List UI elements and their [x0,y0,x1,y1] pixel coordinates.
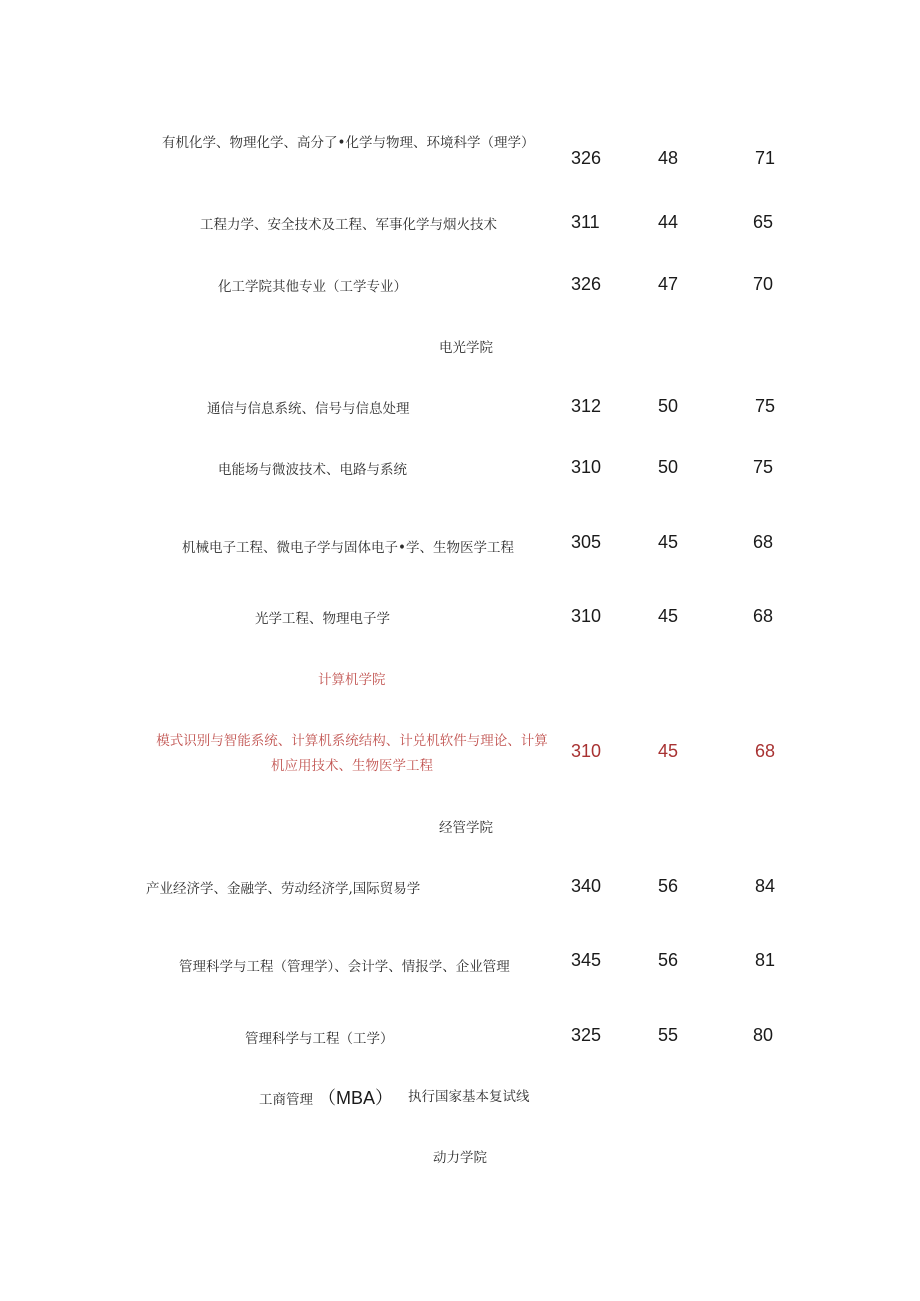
subject1-score: 56 [658,876,679,896]
subject2-score: 68 [753,532,774,552]
subject1-score: 47 [658,274,679,294]
department-heading: 动力学院 [433,1150,487,1166]
total-score: 311 [571,212,600,232]
major-name-line: 机应用技术、生物医学工程 [271,758,433,774]
subject2-score: 81 [755,950,776,970]
subject2-score: 68 [755,741,776,761]
subject2-score: 71 [755,148,776,168]
subject1-score: 55 [658,1025,679,1045]
subject2-score: 75 [755,396,776,416]
mba-label: 工商管理 [259,1092,313,1108]
department-heading: 经管学院 [439,820,493,836]
major-name: 通信与信息系统、信号与信息处理 [207,401,410,417]
major-name: 管理科学与工程（工学） [245,1031,394,1047]
subject2-score: 70 [753,274,774,294]
total-score: 325 [571,1025,602,1045]
mba-note: 执行国家基本复试线 [408,1089,530,1105]
total-score: 310 [571,457,602,477]
subject2-score: 80 [753,1025,774,1045]
subject1-score: 45 [658,606,679,626]
total-score: 345 [571,950,602,970]
subject1-score: 45 [658,741,679,761]
major-name: 电能场与微波技术、电路与系统 [218,462,407,478]
subject1-score: 45 [658,532,679,552]
total-score: 310 [571,606,602,626]
total-score: 326 [571,274,602,294]
subject1-score: 50 [658,396,679,416]
total-score: 310 [571,741,602,761]
subject2-score: 75 [753,457,774,477]
total-score: 326 [571,148,602,168]
department-heading: 电光学院 [439,340,493,356]
subject1-score: 44 [658,212,679,232]
total-score: 305 [571,532,602,552]
subject1-score: 56 [658,950,679,970]
major-name [146,729,558,779]
major-name-line: 模式识别与智能系统、计算机系统结构、计兑机软件与理论、计算 [156,733,548,749]
major-name: 有机化学、物理化学、高分了•化学与物理、环境科学（理学） [162,135,535,151]
total-score: 312 [571,396,602,416]
subject2-score: 68 [753,606,774,626]
subject2-score: 65 [753,212,774,232]
major-name: 产业经济学、金融学、劳动经济学,国际贸易学 [146,881,421,897]
major-name: 光学工程、物理电子学 [255,611,390,627]
major-name: 机械电子工程、微电子学与固体电子•学、生物医学工程 [182,540,514,556]
mba-code: （MBA） [318,1088,394,1108]
department-heading: 计算机学院 [318,672,386,688]
total-score: 340 [571,876,602,896]
subject1-score: 50 [658,457,679,477]
subject1-score: 48 [658,148,679,168]
major-name: 管理科学与工程（管理学）、会计学、情报学、企业管理 [179,959,510,975]
major-name: 工程力学、安全技术及工程、军事化学与烟火技术 [200,217,497,233]
subject2-score: 84 [755,876,776,896]
major-name: 化工学院其他专业（工学专业） [218,279,407,295]
